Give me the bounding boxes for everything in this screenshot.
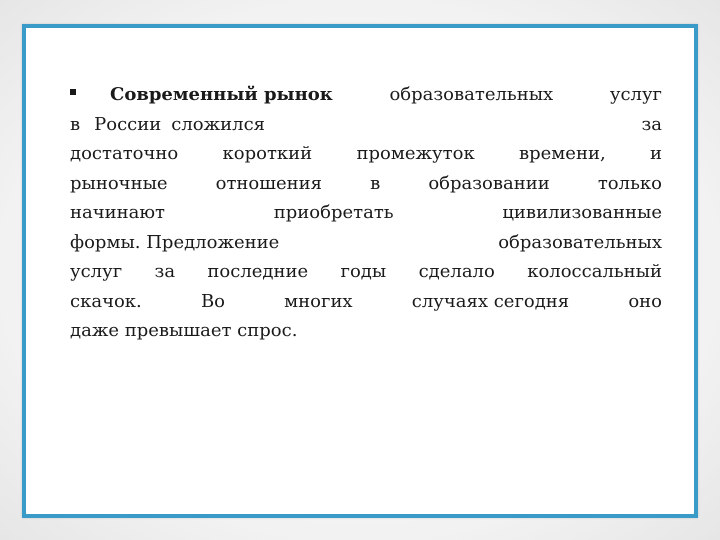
text-line <box>70 257 662 287</box>
word: образовательных <box>389 84 554 105</box>
text-line <box>70 287 662 317</box>
word: образовании <box>428 172 550 194</box>
word: формы. Предложение <box>70 231 280 253</box>
word: случаях сегодня <box>411 290 570 312</box>
word: последние <box>207 261 309 282</box>
word: услуг <box>70 261 123 282</box>
word: в <box>370 172 381 194</box>
word: за <box>154 261 176 282</box>
word: колоссальный <box>527 261 662 282</box>
word: годы <box>340 261 387 282</box>
word: короткий <box>222 143 313 164</box>
word: начинают <box>70 202 165 223</box>
emphasis-text: Современный рынок <box>110 84 333 105</box>
text-line <box>70 228 662 258</box>
word: только <box>597 172 662 194</box>
text-line <box>70 198 662 228</box>
word: оно <box>628 290 662 312</box>
text-line <box>70 139 662 169</box>
word: сложился <box>171 113 266 135</box>
word: многих <box>284 290 353 312</box>
word: скачок. <box>70 290 142 312</box>
bullet-icon <box>70 89 76 95</box>
word: услуг <box>609 84 662 105</box>
slide-body-text <box>70 80 662 346</box>
line-lead <box>70 80 333 110</box>
word: за <box>641 113 662 135</box>
text-line <box>70 316 662 346</box>
word: рыночные <box>70 172 168 194</box>
word: образовательных <box>498 231 662 253</box>
word: достаточно <box>70 143 179 164</box>
word: промежуток <box>356 143 475 164</box>
text-line <box>70 80 662 110</box>
word: России <box>94 113 162 135</box>
word: даже превышает спрос. <box>70 320 298 341</box>
word: приобретать <box>273 202 394 223</box>
word: и <box>649 143 662 164</box>
word: сделало <box>418 261 495 282</box>
slide-frame <box>22 24 698 518</box>
word: отношения <box>215 172 323 194</box>
word: в <box>70 113 81 135</box>
text-line <box>70 110 662 140</box>
word: времени, <box>519 143 606 164</box>
text-line <box>70 169 662 199</box>
word: Во <box>200 290 226 312</box>
word: цивилизованные <box>502 202 662 223</box>
